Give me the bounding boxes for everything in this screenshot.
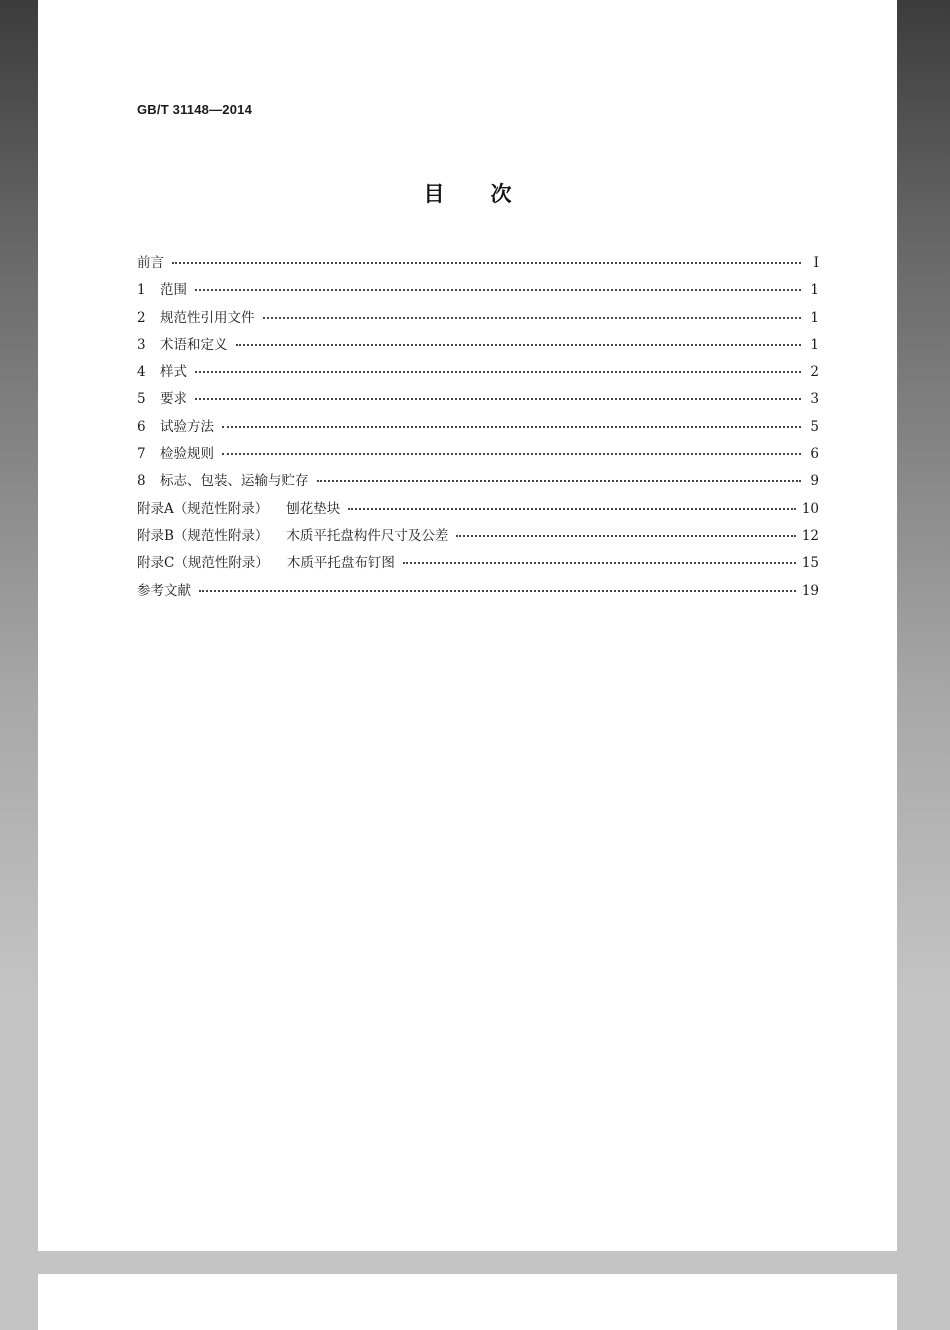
toc-leader-dots bbox=[403, 562, 796, 564]
toc-leader-dots bbox=[195, 371, 801, 373]
annex-designation: 附录A（规范性附录） bbox=[137, 500, 269, 517]
toc-leader-dots bbox=[199, 590, 796, 592]
annex-title: 木质平托盘构件尺寸及公差 bbox=[286, 527, 449, 544]
toc-entry-label: 范围 bbox=[160, 282, 187, 299]
table-of-contents bbox=[137, 251, 819, 606]
toc-entry-annex-b[interactable] bbox=[137, 524, 819, 551]
toc-leader-dots bbox=[222, 453, 801, 455]
toc-entry-number: 4 bbox=[137, 364, 146, 381]
toc-entry-foreword[interactable] bbox=[137, 251, 819, 278]
toc-entry-label: 试验方法 bbox=[160, 418, 214, 435]
toc-entry-label bbox=[137, 497, 340, 517]
toc-leader-dots bbox=[172, 262, 801, 264]
toc-entry-page: 1 bbox=[810, 282, 819, 299]
toc-entry-annex-a[interactable] bbox=[137, 497, 819, 524]
toc-entry-label: 前言 bbox=[137, 255, 164, 271]
toc-entry-bibliography[interactable] bbox=[137, 579, 819, 606]
toc-entry-page: 6 bbox=[810, 446, 819, 463]
toc-entry-label: 要求 bbox=[160, 391, 187, 408]
toc-leader-dots bbox=[263, 317, 802, 319]
toc-entry-page: 9 bbox=[810, 473, 819, 490]
toc-leader-dots bbox=[348, 508, 796, 510]
toc-entry-number: 3 bbox=[137, 336, 146, 353]
toc-entry-number: 8 bbox=[137, 473, 146, 490]
toc-entry-styles[interactable] bbox=[137, 360, 819, 387]
toc-entry-label: 样式 bbox=[160, 364, 187, 381]
toc-entry-page: 19 bbox=[801, 582, 819, 599]
toc-entry-inspection-rules[interactable] bbox=[137, 442, 819, 469]
toc-entry-number: 1 bbox=[137, 282, 146, 299]
toc-entry-number: 2 bbox=[137, 309, 146, 326]
annex-designation: 附录C（规范性附录） bbox=[137, 555, 269, 572]
toc-entry-label bbox=[137, 524, 448, 544]
toc-entry-page: 2 bbox=[810, 364, 819, 381]
toc-entry-label: 参考文献 bbox=[137, 582, 191, 599]
toc-leader-dots bbox=[195, 289, 801, 291]
toc-entry-test-methods[interactable] bbox=[137, 415, 819, 442]
toc-entry-label: 规范性引用文件 bbox=[160, 309, 255, 326]
toc-entry-terms-definitions[interactable] bbox=[137, 333, 819, 360]
toc-entry-marking-packaging[interactable] bbox=[137, 469, 819, 496]
toc-entry-number: 6 bbox=[137, 418, 146, 435]
toc-entry-label bbox=[137, 551, 395, 571]
toc-leader-dots bbox=[195, 398, 801, 400]
toc-entry-label: 检验规则 bbox=[160, 446, 214, 463]
toc-entry-page: 5 bbox=[810, 418, 819, 435]
toc-entry-number: 5 bbox=[137, 391, 146, 408]
toc-leader-dots bbox=[317, 480, 802, 482]
toc-entry-label: 标志、包装、运输与贮存 bbox=[160, 473, 309, 490]
standard-id: GB/T 31148—2014 bbox=[137, 102, 253, 117]
annex-title: 刨花垫块 bbox=[286, 500, 341, 517]
toc-entry-page: 1 bbox=[810, 336, 819, 353]
page-title: 目次 bbox=[423, 182, 558, 206]
toc-entry-scope[interactable] bbox=[137, 278, 819, 305]
toc-entry-requirements[interactable] bbox=[137, 387, 819, 414]
toc-entry-page: 3 bbox=[810, 391, 819, 408]
toc-entry-page: Ⅰ bbox=[813, 255, 819, 271]
document-page bbox=[38, 0, 897, 1251]
toc-entry-label: 术语和定义 bbox=[160, 336, 228, 353]
annex-designation: 附录B（规范性附录） bbox=[137, 527, 269, 544]
toc-entry-page: 12 bbox=[801, 527, 819, 544]
next-page bbox=[38, 1274, 897, 1330]
toc-entry-page: 1 bbox=[810, 309, 819, 326]
toc-leader-dots bbox=[222, 426, 801, 428]
toc-leader-dots bbox=[236, 344, 802, 346]
toc-entry-page: 10 bbox=[801, 500, 819, 517]
toc-entry-annex-c[interactable] bbox=[137, 551, 819, 578]
toc-entry-page: 15 bbox=[801, 555, 819, 572]
toc-entry-number: 7 bbox=[137, 446, 146, 463]
annex-title: 木质平托盘布钉图 bbox=[286, 555, 395, 572]
toc-entry-normative-references[interactable] bbox=[137, 306, 819, 333]
toc-leader-dots bbox=[456, 535, 795, 537]
